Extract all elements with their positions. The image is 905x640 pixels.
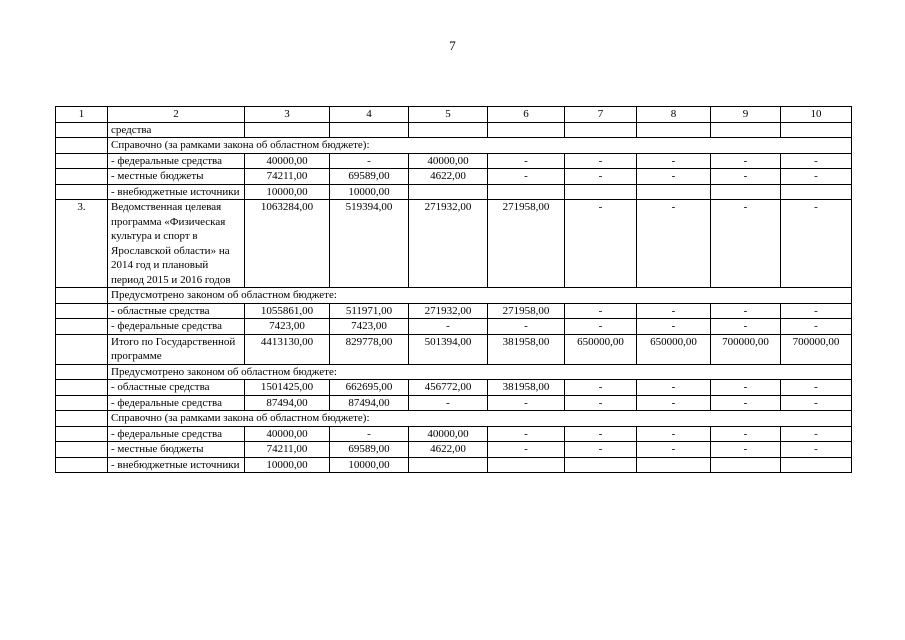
value-cell: 650000,00 [565,334,637,364]
table-row [56,200,852,288]
table-row [56,457,852,473]
row-number-cell [56,395,108,411]
row-label-cell: Ведомственная целевая программа «Физическая культура и спорт в Ярославской области» на 2014 год и плановый период 2015 и 2016 годов [108,200,245,288]
value-cell: - [330,426,409,442]
row-number-cell [56,442,108,458]
value-cell: 271932,00 [409,200,488,288]
value-cell: 10000,00 [330,184,409,200]
row-number-cell [56,153,108,169]
header-cell: 6 [488,107,565,123]
value-cell: 69589,00 [330,169,409,185]
value-cell: - [330,153,409,169]
value-cell: - [781,395,852,411]
value-cell: - [711,395,781,411]
value-cell: 511971,00 [330,303,409,319]
value-cell: 381958,00 [488,334,565,364]
value-cell: 1063284,00 [245,200,330,288]
value-cell: 74211,00 [245,442,330,458]
value-cell [565,457,637,473]
table-row [56,442,852,458]
table-row [56,426,852,442]
row-number-cell [56,122,108,138]
value-cell: 87494,00 [330,395,409,411]
value-cell: 4622,00 [409,169,488,185]
value-cell: 662695,00 [330,380,409,396]
header-cell: 9 [711,107,781,123]
table-row [56,303,852,319]
row-label-cell: - внебюджетные источники [108,457,245,473]
row-label-cell: - местные бюджеты [108,169,245,185]
value-cell: - [565,303,637,319]
value-cell: - [711,426,781,442]
value-cell: - [637,442,711,458]
value-cell: 700000,00 [781,334,852,364]
value-cell: 40000,00 [409,426,488,442]
value-cell: - [488,153,565,169]
table-row [56,184,852,200]
value-cell: - [781,426,852,442]
value-cell: 456772,00 [409,380,488,396]
header-cell: 3 [245,107,330,123]
row-number-cell [56,303,108,319]
row-number-cell: 3. [56,200,108,288]
header-cell: 8 [637,107,711,123]
value-cell: - [565,169,637,185]
value-cell: - [711,303,781,319]
value-cell: - [488,442,565,458]
budget-table [55,106,852,473]
value-cell [637,122,711,138]
value-cell [781,457,852,473]
row-number-cell [56,380,108,396]
value-cell: - [488,169,565,185]
value-cell: - [711,153,781,169]
value-cell [711,122,781,138]
value-cell: - [637,303,711,319]
value-cell: 501394,00 [409,334,488,364]
value-cell: - [409,319,488,335]
section-label: Справочно (за рамками закона об областном бюджете): [108,411,852,427]
value-cell: - [637,380,711,396]
header-cell: 5 [409,107,488,123]
value-cell: - [565,442,637,458]
value-cell: 40000,00 [245,426,330,442]
value-cell: 74211,00 [245,169,330,185]
row-label-cell: - областные средства [108,303,245,319]
value-cell: 1055861,00 [245,303,330,319]
empty-cell [56,411,108,427]
value-cell: 10000,00 [245,457,330,473]
section-label: Предусмотрено законом об областном бюджете: [108,364,852,380]
value-cell [711,184,781,200]
table-body [56,107,852,473]
value-cell: - [565,319,637,335]
header-cell: 7 [565,107,637,123]
row-label-cell: - федеральные средства [108,395,245,411]
value-cell: 381958,00 [488,380,565,396]
value-cell: 7423,00 [330,319,409,335]
value-cell [488,122,565,138]
value-cell: - [409,395,488,411]
section-label: Справочно (за рамками закона об областном бюджете): [108,138,852,154]
value-cell: 4413130,00 [245,334,330,364]
value-cell [409,122,488,138]
row-label-cell: - внебюджетные источники [108,184,245,200]
header-cell: 1 [56,107,108,123]
page-number: 7 [449,38,456,53]
value-cell [637,457,711,473]
value-cell: 271958,00 [488,303,565,319]
value-cell: 1501425,00 [245,380,330,396]
value-cell: - [781,169,852,185]
value-cell [565,122,637,138]
empty-cell [56,288,108,304]
value-cell: 10000,00 [330,457,409,473]
value-cell [637,184,711,200]
value-cell: - [637,319,711,335]
value-cell [409,184,488,200]
header-cell: 4 [330,107,409,123]
row-label-cell: - областные средства [108,380,245,396]
value-cell: 10000,00 [245,184,330,200]
row-number-cell [56,334,108,364]
value-cell: 40000,00 [245,153,330,169]
value-cell: - [488,395,565,411]
value-cell: - [781,319,852,335]
value-cell: 40000,00 [409,153,488,169]
value-cell: - [637,426,711,442]
value-cell: - [781,442,852,458]
value-cell: - [711,442,781,458]
table-row [56,380,852,396]
empty-cell [56,364,108,380]
value-cell: - [781,380,852,396]
value-cell: - [711,319,781,335]
section-row [56,411,852,427]
value-cell: 650000,00 [637,334,711,364]
row-label-cell: средства [108,122,245,138]
section-row [56,138,852,154]
header-cell: 10 [781,107,852,123]
value-cell: 700000,00 [711,334,781,364]
value-cell [330,122,409,138]
section-label: Предусмотрено законом об областном бюджете: [108,288,852,304]
value-cell [245,122,330,138]
section-row [56,288,852,304]
value-cell: 829778,00 [330,334,409,364]
row-number-cell [56,184,108,200]
table-row [56,169,852,185]
value-cell: - [488,319,565,335]
value-cell: 271932,00 [409,303,488,319]
value-cell: 7423,00 [245,319,330,335]
table-row [56,319,852,335]
row-number-cell [56,319,108,335]
value-cell: - [711,380,781,396]
section-row [56,364,852,380]
row-label-cell: - федеральные средства [108,426,245,442]
value-cell: 69589,00 [330,442,409,458]
value-cell: - [637,395,711,411]
value-cell: - [711,169,781,185]
row-number-cell [56,426,108,442]
value-cell [711,457,781,473]
value-cell: 87494,00 [245,395,330,411]
table-row [56,395,852,411]
value-cell [781,122,852,138]
value-cell [565,184,637,200]
value-cell: 4622,00 [409,442,488,458]
value-cell: - [781,303,852,319]
value-cell: - [565,426,637,442]
table-row [56,153,852,169]
empty-cell [56,138,108,154]
header-row [56,107,852,123]
row-label-cell: Итого по Государственной программе [108,334,245,364]
value-cell: - [488,426,565,442]
value-cell: 519394,00 [330,200,409,288]
value-cell: - [781,153,852,169]
table-row [56,334,852,364]
row-number-cell [56,457,108,473]
value-cell: - [565,153,637,169]
value-cell: - [565,395,637,411]
value-cell: - [565,380,637,396]
value-cell [488,457,565,473]
value-cell [781,184,852,200]
header-cell: 2 [108,107,245,123]
value-cell: - [781,200,852,288]
row-number-cell [56,169,108,185]
value-cell: - [565,200,637,288]
row-label-cell: - федеральные средства [108,319,245,335]
value-cell [488,184,565,200]
value-cell: - [637,169,711,185]
value-cell: - [637,200,711,288]
value-cell: - [711,200,781,288]
row-label-cell: - местные бюджеты [108,442,245,458]
value-cell: - [637,153,711,169]
row-label-cell: - федеральные средства [108,153,245,169]
value-cell: 271958,00 [488,200,565,288]
table-row [56,122,852,138]
value-cell [409,457,488,473]
